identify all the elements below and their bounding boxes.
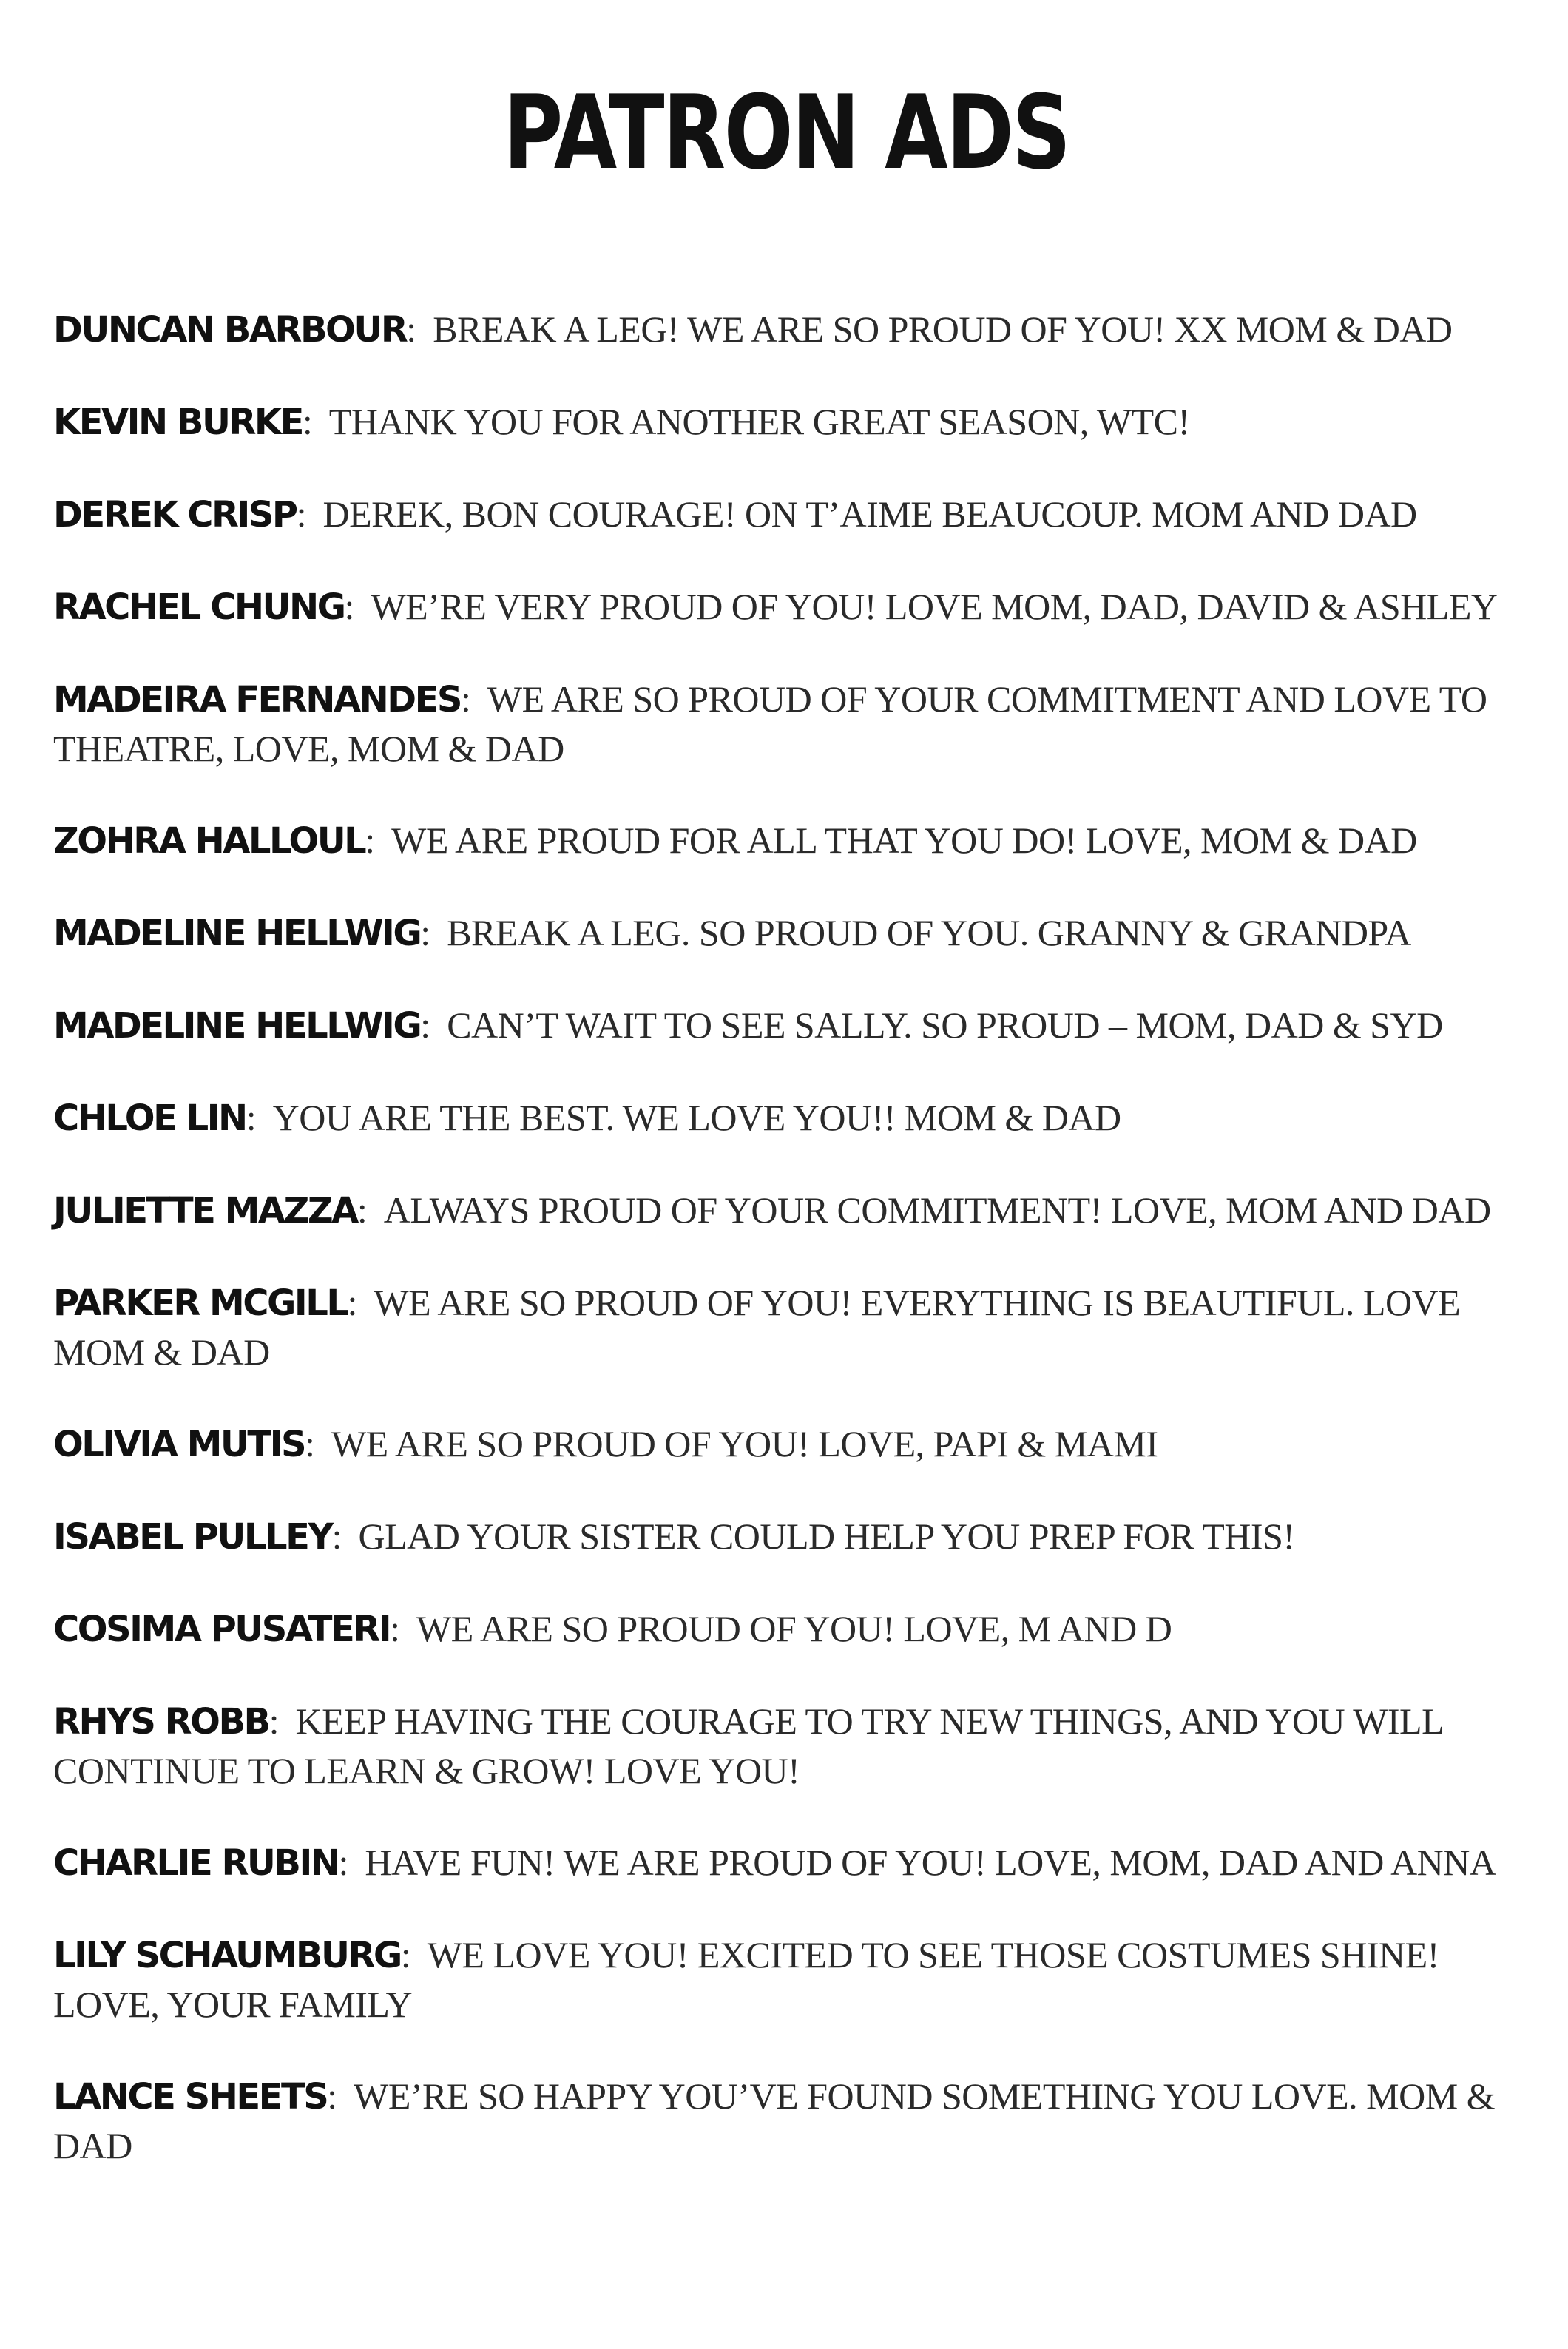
patron-message: WE’RE SO HAPPY YOU’VE FOUND SOMETHING YOU LOVE. MOM & DAD: [53, 2075, 1496, 2166]
name-separator: :: [390, 1608, 400, 1649]
patron-message: KEEP HAVING THE COURAGE TO TRY NEW THINGS, AND YOU WILL CONTINUE TO LEARN & GROW! LOVE YOU!: [53, 1700, 1443, 1791]
patron-ad: [53, 1604, 1519, 1654]
name-separator: :: [460, 678, 471, 720]
patron-message: WE LOVE YOU! EXCITED TO SEE THOSE COSTUMES SHINE! LOVE, YOUR FAMILY: [53, 1934, 1439, 2025]
patron-ad: [53, 1278, 1519, 1376]
patron-ad: [53, 816, 1519, 865]
name-separator: :: [338, 1842, 349, 1883]
patron-name: DEREK CRISP: [53, 494, 297, 535]
patron-message: HAVE FUN! WE ARE PROUD OF YOU! LOVE, MOM, DAD AND ANNA: [365, 1842, 1496, 1883]
patron-message: BREAK A LEG. SO PROUD OF YOU. GRANNY & GRANDPA: [447, 912, 1411, 953]
patron-message: GLAD YOUR SISTER COULD HELP YOU PREP FOR THIS!: [358, 1515, 1295, 1557]
patron-message: ALWAYS PROUD OF YOUR COMMITMENT! LOVE, MOM AND DAD: [383, 1189, 1491, 1231]
patron-ad: [53, 582, 1519, 632]
patron-ad: [53, 1186, 1519, 1235]
name-separator: :: [420, 1004, 431, 1046]
patron-name: CHLOE LIN: [53, 1098, 246, 1139]
patron-name: MADELINE HELLWIG: [53, 913, 421, 954]
patron-message: WE ARE SO PROUD OF YOU! LOVE, PAPI & MAMI: [331, 1423, 1158, 1464]
name-separator: :: [406, 308, 417, 350]
patron-name: CHARLIE RUBIN: [53, 1842, 339, 1884]
patron-ad: [53, 1419, 1519, 1469]
patron-name: KEVIN BURKE: [53, 402, 303, 443]
patron-ad: [53, 675, 1519, 773]
name-separator: :: [302, 401, 313, 442]
patron-name: RHYS ROBB: [53, 1701, 269, 1743]
page-title: PATRON ADS: [503, 73, 1069, 192]
patron-name: JULIETTE MAZZA: [53, 1190, 357, 1231]
patron-name: COSIMA PUSATERI: [53, 1609, 391, 1650]
name-separator: :: [400, 1934, 411, 1975]
patron-message: WE ARE PROUD FOR ALL THAT YOU DO! LOVE, MOM & DAD: [391, 819, 1417, 861]
name-separator: :: [246, 1097, 257, 1138]
patron-ad: [53, 305, 1519, 354]
name-separator: :: [268, 1700, 280, 1742]
patron-message: WE ARE SO PROUD OF YOU! EVERYTHING IS BEAUTIFUL. LOVE MOM & DAD: [53, 1282, 1461, 1373]
patron-message: YOU ARE THE BEST. WE LOVE YOU!! MOM & DAD: [272, 1097, 1121, 1138]
name-separator: :: [347, 1282, 358, 1323]
patron-ad: [53, 397, 1519, 447]
patron-message: THANK YOU FOR ANOTHER GREAT SEASON, WTC!: [328, 401, 1190, 442]
patron-name: OLIVIA MUTIS: [53, 1424, 305, 1465]
patron-message: WE ARE SO PROUD OF YOU! LOVE, M AND D: [416, 1608, 1172, 1649]
patron-name: MADELINE HELLWIG: [53, 1005, 421, 1047]
name-separator: :: [356, 1189, 368, 1231]
name-separator: :: [344, 586, 355, 627]
patron-message: WE ARE SO PROUD OF YOUR COMMITMENT AND LOVE TO THEATRE, LOVE, MOM & DAD: [53, 678, 1487, 769]
patron-name: DUNCAN BARBOUR: [53, 309, 407, 351]
name-separator: :: [296, 493, 307, 535]
name-separator: :: [420, 912, 431, 953]
patron-name: MADEIRA FERNANDES: [53, 679, 461, 720]
patron-ad: [53, 1093, 1519, 1143]
patron-ad-list: [53, 305, 1519, 2213]
patron-message: DEREK, BON COURAGE! ON T’AIME BEAUCOUP. MOM AND DAD: [322, 493, 1417, 535]
patron-message: BREAK A LEG! WE ARE SO PROUD OF YOU! XX MOM & DAD: [433, 308, 1453, 350]
patron-name: ZOHRA HALLOUL: [53, 820, 365, 862]
patron-ad: [53, 2072, 1519, 2170]
patron-ad: [53, 1838, 1519, 1887]
patron-message: CAN’T WAIT TO SEE SALLY. SO PROUD – MOM, DAD & SYD: [447, 1004, 1443, 1046]
patron-name: PARKER MCGILL: [53, 1282, 348, 1324]
patron-name: LANCE SHEETS: [53, 2076, 328, 2118]
patron-ad: [53, 490, 1519, 539]
patron-ad: [53, 1930, 1519, 2029]
patron-name: RACHEL CHUNG: [53, 587, 345, 628]
patron-message: WE’RE VERY PROUD OF YOU! LOVE MOM, DAD, DAVID & ASHLEY: [371, 586, 1498, 627]
patron-ad: [53, 908, 1519, 958]
patron-ad: [53, 1001, 1519, 1050]
patron-name: ISABEL PULLEY: [53, 1516, 332, 1558]
name-separator: :: [327, 2075, 338, 2117]
patron-ad: [53, 1697, 1519, 1795]
patron-name: LILY SCHAUMBURG: [53, 1935, 401, 1976]
patron-ad: [53, 1512, 1519, 1561]
name-separator: :: [365, 819, 376, 861]
name-separator: :: [305, 1423, 315, 1464]
name-separator: :: [331, 1515, 342, 1557]
